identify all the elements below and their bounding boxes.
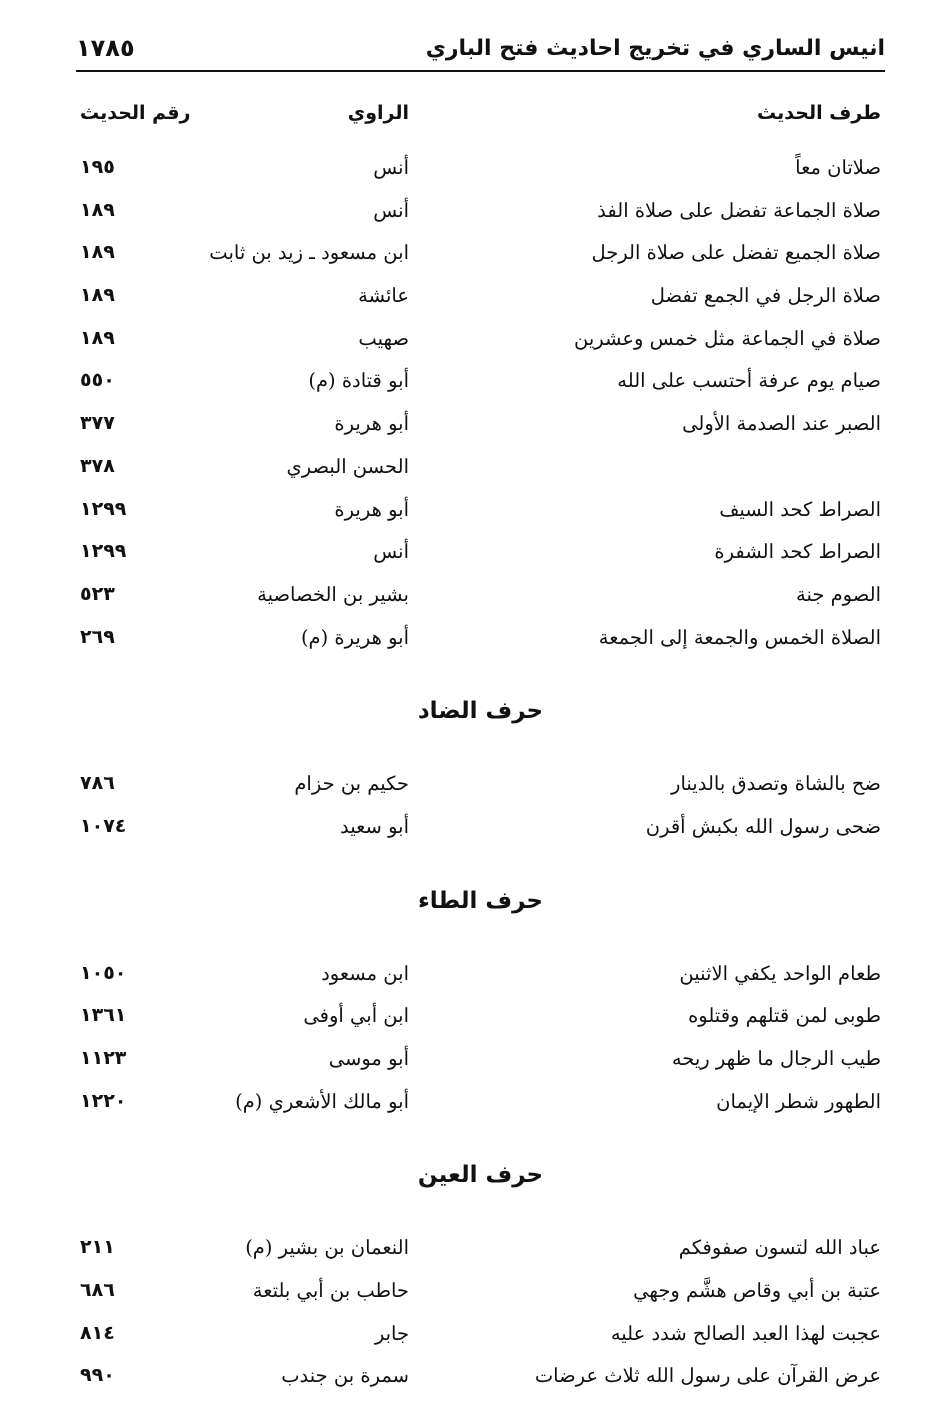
- section-title: حرف الضاد: [417, 698, 544, 725]
- index-row: [76, 235, 885, 278]
- section-title: حرف العين: [417, 1162, 544, 1189]
- index-row: [76, 150, 885, 193]
- narrator-name: النعمان بن بشير (م): [245, 1236, 409, 1260]
- hadith-number: ١٩٥: [80, 156, 115, 178]
- hadith-number: ٢٦٩: [80, 625, 115, 648]
- index-row: [76, 492, 885, 535]
- index-row: [76, 278, 885, 321]
- hadith-number: ١٣٦١: [80, 1004, 127, 1027]
- hadith-number: ٥٢٣: [80, 582, 115, 605]
- index-row: [76, 766, 885, 809]
- narrator-name: أبو هريرة: [334, 497, 409, 521]
- hadith-number: ١٢٩٩: [80, 497, 127, 520]
- index-row: [76, 1316, 885, 1359]
- hadith-number: ١٠٧٤: [80, 814, 127, 837]
- narrator-name: أبو هريرة: [334, 412, 409, 436]
- hadith-text: الصراط كحد السيف: [719, 497, 881, 521]
- hadith-text: عرض القرآن على رسول الله ثلاث عرضات: [534, 1364, 881, 1388]
- index-row: [76, 534, 885, 577]
- index-row: [76, 1084, 885, 1127]
- page-header: [76, 30, 885, 72]
- index-row: [76, 449, 885, 492]
- narrator-name: سمرة بن جندب: [281, 1364, 409, 1388]
- narrator-name: جابر: [374, 1321, 409, 1345]
- hadith-number: ٩٩٠: [80, 1364, 115, 1387]
- column-header-number: رقم الحديث: [80, 102, 191, 124]
- narrator-name: حكيم بن حزام: [294, 772, 409, 796]
- section-heading: [76, 662, 885, 766]
- hadith-text: الصبر عند الصدمة الأولى: [682, 412, 881, 436]
- index-row: [76, 1041, 885, 1084]
- hadith-text: صلاة الجميع تفضل على صلاة الرجل: [591, 241, 881, 265]
- page-number: ١٧٨٥: [76, 34, 135, 62]
- narrator-name: أبو موسى: [328, 1047, 409, 1070]
- hadith-number: ٣٧٨: [80, 454, 115, 477]
- column-header-hadith: طرف الحديث: [757, 102, 881, 124]
- hadith-text: صلاة في الجماعة مثل خمس وعشرين: [574, 326, 881, 350]
- narrator-name: أبو مالك الأشعري (م): [235, 1089, 409, 1113]
- index-row: [76, 809, 885, 852]
- hadith-text: صلاة الجماعة تفضل على صلاة الفذ: [597, 198, 881, 222]
- hadith-text: ضحى رسول الله بكبش أقرن: [645, 814, 881, 838]
- hadith-text: طعام الواحد يكفي الاثنين: [679, 961, 881, 985]
- hadith-number: ٥٥٠: [80, 369, 115, 392]
- narrator-name: أنس: [373, 156, 409, 179]
- narrator-name: عائشة: [358, 284, 409, 308]
- column-headers: [76, 96, 885, 132]
- index-row: [76, 1273, 885, 1316]
- hadith-number: ١٨٩: [80, 198, 115, 221]
- index-list: [76, 150, 885, 1401]
- hadith-text: صلاة الرجل في الجمع تفضل: [650, 284, 881, 308]
- narrator-name: ابن مسعود: [321, 961, 409, 985]
- section-heading: [76, 852, 885, 956]
- hadith-number: ١٠٥٠: [80, 961, 127, 984]
- narrator-name: أبو سعيد: [340, 814, 409, 838]
- hadith-text: عباد الله لتسون صفوفكم: [678, 1236, 881, 1260]
- hadith-number: ١٢٢٠: [80, 1089, 127, 1112]
- index-row: [76, 1358, 885, 1401]
- narrator-name: أبو قتادة (م): [308, 369, 409, 393]
- narrator-name: حاطب بن أبي بلتعة: [252, 1279, 409, 1303]
- hadith-number: ١٨٩: [80, 284, 115, 307]
- hadith-number: ١١٢٣: [80, 1047, 127, 1069]
- hadith-number: ١٨٩: [80, 241, 115, 264]
- hadith-text: عجبت لهذا العبد الصالح شدد عليه: [610, 1321, 881, 1345]
- hadith-text: الصراط كحد الشفرة: [714, 540, 881, 564]
- hadith-text: الصلاة الخمس والجمعة إلى الجمعة: [598, 625, 881, 649]
- index-row: [76, 363, 885, 406]
- hadith-number: ١٢٩٩: [80, 540, 127, 563]
- hadith-number: ١٨٩: [80, 326, 115, 349]
- hadith-text: صلاتان معاً: [795, 156, 881, 179]
- hadith-text: ضح بالشاة وتصدق بالدينار: [671, 772, 881, 796]
- index-row: [76, 577, 885, 620]
- hadith-number: ٣٧٧: [80, 412, 115, 435]
- index-row: [76, 998, 885, 1041]
- narrator-name: ابن أبي أوفى: [303, 1004, 409, 1028]
- index-row: [76, 620, 885, 663]
- index-row: [76, 1230, 885, 1273]
- index-row: [76, 406, 885, 449]
- hadith-number: ٦٨٦: [80, 1279, 115, 1302]
- hadith-text: عتبة بن أبي وقاص هشَّم وجهي: [633, 1279, 881, 1303]
- hadith-text: الطهور شطر الإيمان: [716, 1089, 881, 1113]
- index-row: [76, 193, 885, 236]
- narrator-name: أنس: [373, 540, 409, 564]
- narrator-name: أنس: [373, 198, 409, 222]
- book-title: انيس الساري في تخريج احاديث فتح الباري: [425, 36, 885, 61]
- section-heading: [76, 1126, 885, 1230]
- section-title: حرف الطاء: [418, 887, 543, 914]
- index-row: [76, 956, 885, 999]
- narrator-name: بشير بن الخصاصية: [257, 582, 409, 606]
- narrator-name: الحسن البصري: [286, 454, 409, 478]
- narrator-name: صهيب: [358, 326, 409, 350]
- narrator-name: أبو هريرة (م): [300, 625, 409, 649]
- index-row: [76, 321, 885, 364]
- hadith-number: ٧٨٦: [80, 772, 115, 795]
- column-header-narrator: الراوي: [347, 102, 409, 124]
- hadith-text: طوبى لمن قتلهم وقتلوه: [688, 1004, 881, 1028]
- hadith-text: طيب الرجال ما ظهر ريحه: [671, 1047, 881, 1070]
- hadith-number: ٨١٤: [80, 1321, 115, 1344]
- hadith-text: الصوم جنة: [795, 582, 881, 606]
- hadith-text: صيام يوم عرفة أحتسب على الله: [617, 369, 881, 393]
- hadith-number: ٢١١: [80, 1236, 115, 1259]
- narrator-name: ابن مسعود ـ زيد بن ثابت: [209, 241, 409, 265]
